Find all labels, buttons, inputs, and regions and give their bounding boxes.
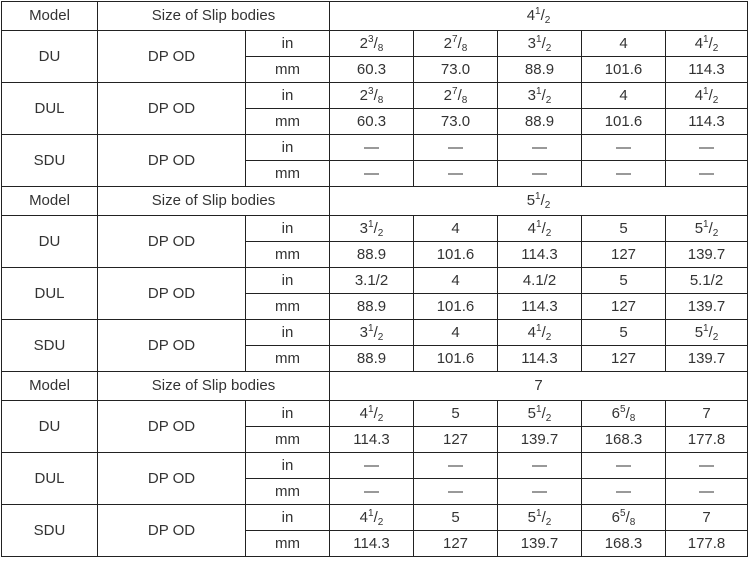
size-in-cell xyxy=(414,505,498,531)
size-in-cell xyxy=(666,505,748,531)
table-row xyxy=(2,401,748,427)
size-mm-cell: — xyxy=(666,161,748,187)
model-header: Model xyxy=(2,2,98,31)
fraction-numerator: 7 xyxy=(452,33,458,45)
size-in-cell xyxy=(414,401,498,427)
table-row xyxy=(2,453,748,479)
value-whole: 4 xyxy=(359,508,369,526)
value-whole: 5.1/2 xyxy=(689,271,724,289)
unit-label-mm: mm xyxy=(246,242,330,268)
model-header: Model xyxy=(2,187,98,216)
size-in-cell xyxy=(414,453,498,479)
size-in-cell xyxy=(666,453,748,479)
fraction-numerator: 1 xyxy=(536,403,542,415)
size-in-cell: $2^7/_8$ xyxy=(414,83,498,109)
size-mm-cell: 60.3 xyxy=(330,109,414,135)
fraction-numerator: 3 xyxy=(368,85,374,97)
value-whole: 4 xyxy=(619,34,628,52)
unit-label-in: in xyxy=(246,320,330,346)
value-whole: 7 xyxy=(534,377,543,394)
fraction-denominator: 2 xyxy=(377,227,384,239)
size-in-cell xyxy=(498,453,582,479)
size-mm-cell: — xyxy=(414,479,498,505)
value-whole: 3 xyxy=(527,86,537,104)
size-mm-cell: 88.9 xyxy=(330,242,414,268)
fraction-denominator: 2 xyxy=(545,94,552,106)
table-row xyxy=(2,83,748,109)
size-in-cell xyxy=(666,268,748,294)
value-whole: 5 xyxy=(694,219,704,237)
size-in-cell xyxy=(414,216,498,242)
fraction-numerator: 1 xyxy=(703,322,709,334)
unit-label-mm: mm xyxy=(246,161,330,187)
slip-bodies-spec-table xyxy=(1,1,748,557)
dp-od-label: DP OD xyxy=(98,453,246,505)
fraction-numerator: 1 xyxy=(368,322,374,334)
value-whole: 3 xyxy=(527,34,537,52)
model-name: DU xyxy=(2,31,98,83)
model-name: DUL xyxy=(2,83,98,135)
size-mm-cell: — xyxy=(498,479,582,505)
size-header-label: Size of Slip bodies xyxy=(98,2,330,31)
value-whole: 6 xyxy=(611,404,621,422)
size-mm-cell: 139.7 xyxy=(666,346,748,372)
size-in-cell xyxy=(414,135,498,161)
fraction-denominator: 8 xyxy=(629,516,636,528)
size-in-cell: $5^1/_2$ xyxy=(666,320,748,346)
fraction-denominator: 2 xyxy=(545,412,552,424)
size-in-cell: $3^1/_2$ xyxy=(330,216,414,242)
value-whole: 7 xyxy=(702,508,711,526)
value-whole: — xyxy=(532,456,547,474)
fraction-numerator: 1 xyxy=(703,218,709,230)
dp-od-label: DP OD xyxy=(98,216,246,268)
value-whole: 4 xyxy=(451,323,460,341)
size-in-cell: $2^3/_8$ xyxy=(330,31,414,57)
value-whole: 5 xyxy=(526,192,536,209)
value-whole: 5 xyxy=(694,323,704,341)
size-in-cell xyxy=(498,135,582,161)
fraction-denominator: 2 xyxy=(545,516,552,528)
size-in-cell: $4^1/_2$ xyxy=(498,216,582,242)
value-whole: — xyxy=(699,138,715,156)
value-whole: 4 xyxy=(619,86,628,104)
size-mm-cell: 168.3 xyxy=(582,531,666,557)
fraction-numerator: 1 xyxy=(536,85,542,97)
dp-od-label: DP OD xyxy=(98,268,246,320)
fraction-numerator: 1 xyxy=(703,85,709,97)
size-in-cell: $6^5/_8$ xyxy=(582,401,666,427)
fraction-denominator: 2 xyxy=(712,331,719,343)
size-in-cell xyxy=(582,320,666,346)
size-mm-cell: 114.3 xyxy=(666,57,748,83)
size-mm-cell: 139.7 xyxy=(498,427,582,453)
size-in-cell xyxy=(582,216,666,242)
size-mm-cell: — xyxy=(582,161,666,187)
size-mm-cell: 168.3 xyxy=(582,427,666,453)
section-header-row xyxy=(2,187,748,216)
value-whole: — xyxy=(616,456,631,474)
value-whole: 4 xyxy=(527,219,537,237)
unit-label-mm: mm xyxy=(246,427,330,453)
value-whole: 4 xyxy=(694,86,704,104)
fraction-denominator: 2 xyxy=(712,42,719,54)
size-mm-cell: 114.3 xyxy=(666,109,748,135)
size-mm-cell: 127 xyxy=(414,427,498,453)
value-whole: — xyxy=(616,138,631,156)
fraction-denominator: 2 xyxy=(377,516,384,528)
size-mm-cell: 127 xyxy=(582,294,666,320)
fraction-denominator: 2 xyxy=(712,94,719,106)
value-whole: 2 xyxy=(443,34,453,52)
value-whole: — xyxy=(448,456,463,474)
slip-body-size: $5^1/_2$ xyxy=(330,187,748,216)
fraction-denominator: 8 xyxy=(461,94,468,106)
fraction-numerator: 5 xyxy=(620,507,626,519)
size-mm-cell: 73.0 xyxy=(414,109,498,135)
value-whole: 3 xyxy=(359,323,369,341)
model-name: DU xyxy=(2,401,98,453)
size-mm-cell: 139.7 xyxy=(666,294,748,320)
size-mm-cell: — xyxy=(330,479,414,505)
value-whole: 4 xyxy=(359,404,369,422)
dp-od-label: DP OD xyxy=(98,83,246,135)
size-mm-cell: 139.7 xyxy=(666,242,748,268)
slip-body-size: $4^1/_2$ xyxy=(330,2,748,31)
size-in-cell xyxy=(666,401,748,427)
table-row xyxy=(2,135,748,161)
fraction-numerator: 1 xyxy=(703,33,709,45)
size-in-cell xyxy=(582,268,666,294)
size-mm-cell: 114.3 xyxy=(498,294,582,320)
size-in-cell: $2^3/_8$ xyxy=(330,83,414,109)
fraction-denominator: 2 xyxy=(712,227,719,239)
size-in-cell xyxy=(414,268,498,294)
size-mm-cell: 127 xyxy=(582,242,666,268)
fraction-numerator: 1 xyxy=(368,218,374,230)
size-in-cell: $4^1/_2$ xyxy=(498,320,582,346)
fraction-denominator: 2 xyxy=(545,42,552,54)
value-whole: 5 xyxy=(619,271,628,289)
unit-label-in: in xyxy=(246,505,330,531)
size-mm-cell: 88.9 xyxy=(330,294,414,320)
fraction-numerator: 1 xyxy=(368,403,374,415)
value-whole: — xyxy=(364,138,379,156)
unit-label-mm: mm xyxy=(246,57,330,83)
fraction-denominator: 8 xyxy=(629,412,636,424)
value-whole: 2 xyxy=(359,86,369,104)
size-mm-cell: 101.6 xyxy=(414,242,498,268)
fraction-numerator: 1 xyxy=(536,33,542,45)
section-header-row xyxy=(2,372,748,401)
size-mm-cell: — xyxy=(498,161,582,187)
value-whole: 5 xyxy=(527,508,537,526)
size-mm-cell: — xyxy=(582,479,666,505)
size-in-cell xyxy=(582,135,666,161)
model-name: SDU xyxy=(2,135,98,187)
value-whole: 4.1/2 xyxy=(522,271,557,289)
fraction-numerator: 1 xyxy=(368,507,374,519)
fraction-numerator: 5 xyxy=(620,403,626,415)
unit-label-in: in xyxy=(246,401,330,427)
size-in-cell xyxy=(582,453,666,479)
fraction-denominator: 2 xyxy=(544,15,551,26)
model-name: DU xyxy=(2,216,98,268)
size-in-cell xyxy=(582,83,666,109)
fraction-denominator: 8 xyxy=(377,94,384,106)
model-header: Model xyxy=(2,372,98,401)
size-mm-cell: 114.3 xyxy=(330,427,414,453)
size-mm-cell: 127 xyxy=(582,346,666,372)
size-mm-cell: 101.6 xyxy=(414,346,498,372)
size-mm-cell: 114.3 xyxy=(498,242,582,268)
size-mm-cell: — xyxy=(666,479,748,505)
fraction-denominator: 8 xyxy=(461,42,468,54)
size-in-cell: $4^1/_2$ xyxy=(330,505,414,531)
fraction-numerator: 1 xyxy=(536,507,542,519)
size-in-cell: $3^1/_2$ xyxy=(330,320,414,346)
size-in-cell xyxy=(666,135,748,161)
value-whole: 7 xyxy=(702,404,711,422)
size-in-cell: $3^1/_2$ xyxy=(498,83,582,109)
dp-od-label: DP OD xyxy=(98,401,246,453)
fraction-denominator: 2 xyxy=(544,200,551,211)
size-in-cell: $3^1/_2$ xyxy=(498,31,582,57)
dp-od-label: DP OD xyxy=(98,320,246,372)
unit-label-mm: mm xyxy=(246,346,330,372)
table-row xyxy=(2,505,748,531)
size-in-cell xyxy=(330,135,414,161)
size-in-cell xyxy=(330,453,414,479)
value-whole: 2 xyxy=(443,86,453,104)
size-header-label: Size of Slip bodies xyxy=(98,372,330,401)
unit-label-in: in xyxy=(246,83,330,109)
table-body xyxy=(2,2,748,557)
table-row xyxy=(2,31,748,57)
value-whole: — xyxy=(448,138,463,156)
size-mm-cell: 101.6 xyxy=(582,57,666,83)
value-whole: 2 xyxy=(359,34,369,52)
value-whole: — xyxy=(699,456,715,474)
value-whole: 5 xyxy=(527,404,537,422)
size-in-cell xyxy=(330,268,414,294)
size-in-cell: $6^5/_8$ xyxy=(582,505,666,531)
dp-od-label: DP OD xyxy=(98,505,246,557)
unit-label-in: in xyxy=(246,268,330,294)
unit-label-mm: mm xyxy=(246,294,330,320)
value-whole: 5 xyxy=(619,323,628,341)
size-mm-cell: 101.6 xyxy=(414,294,498,320)
table-row xyxy=(2,216,748,242)
fraction-numerator: 1 xyxy=(535,191,541,202)
size-mm-cell: 101.6 xyxy=(582,109,666,135)
fraction-numerator: 7 xyxy=(452,85,458,97)
size-in-cell xyxy=(414,320,498,346)
size-mm-cell: 114.3 xyxy=(330,531,414,557)
size-mm-cell: 60.3 xyxy=(330,57,414,83)
dp-od-label: DP OD xyxy=(98,135,246,187)
size-in-cell: $4^1/_2$ xyxy=(666,83,748,109)
value-whole: 5 xyxy=(451,508,460,526)
unit-label-in: in xyxy=(246,31,330,57)
fraction-numerator: 1 xyxy=(535,6,541,17)
size-in-cell xyxy=(498,268,582,294)
value-whole: — xyxy=(364,456,379,474)
unit-label-mm: mm xyxy=(246,479,330,505)
size-mm-cell: 73.0 xyxy=(414,57,498,83)
table-row xyxy=(2,320,748,346)
value-whole: 3.1/2 xyxy=(354,271,389,289)
fraction-denominator: 8 xyxy=(377,42,384,54)
model-name: DUL xyxy=(2,453,98,505)
unit-label-mm: mm xyxy=(246,531,330,557)
size-mm-cell: 88.9 xyxy=(498,109,582,135)
unit-label-in: in xyxy=(246,135,330,161)
model-name: SDU xyxy=(2,320,98,372)
fraction-numerator: 1 xyxy=(536,218,542,230)
value-whole: 5 xyxy=(451,404,460,422)
unit-label-mm: mm xyxy=(246,109,330,135)
unit-label-in: in xyxy=(246,453,330,479)
size-mm-cell: — xyxy=(414,161,498,187)
section-header-row xyxy=(2,2,748,31)
table-row xyxy=(2,268,748,294)
size-header-label: Size of Slip bodies xyxy=(98,187,330,216)
size-mm-cell: 177.8 xyxy=(666,531,748,557)
unit-label-in: in xyxy=(246,216,330,242)
size-in-cell: $5^1/_2$ xyxy=(666,216,748,242)
dp-od-label: DP OD xyxy=(98,31,246,83)
value-whole: 6 xyxy=(611,508,621,526)
size-mm-cell: 127 xyxy=(414,531,498,557)
size-in-cell: $5^1/_2$ xyxy=(498,401,582,427)
model-name: DUL xyxy=(2,268,98,320)
value-whole: 3 xyxy=(359,219,369,237)
fraction-denominator: 2 xyxy=(377,412,384,424)
size-mm-cell: 88.9 xyxy=(330,346,414,372)
value-whole: 4 xyxy=(526,7,536,24)
size-mm-cell: 139.7 xyxy=(498,531,582,557)
size-mm-cell: 177.8 xyxy=(666,427,748,453)
value-whole: 5 xyxy=(619,219,628,237)
size-in-cell: $5^1/_2$ xyxy=(498,505,582,531)
value-whole: 4 xyxy=(694,34,704,52)
fraction-numerator: 3 xyxy=(368,33,374,45)
fraction-denominator: 2 xyxy=(377,331,384,343)
value-whole: — xyxy=(532,138,547,156)
size-mm-cell: 114.3 xyxy=(498,346,582,372)
value-whole: 4 xyxy=(451,271,460,289)
value-whole: 4 xyxy=(527,323,537,341)
model-name: SDU xyxy=(2,505,98,557)
size-mm-cell: 88.9 xyxy=(498,57,582,83)
size-in-cell: $4^1/_2$ xyxy=(330,401,414,427)
size-mm-cell: — xyxy=(330,161,414,187)
size-in-cell xyxy=(582,31,666,57)
size-in-cell: $4^1/_2$ xyxy=(666,31,748,57)
value-whole: 4 xyxy=(451,219,460,237)
fraction-denominator: 2 xyxy=(545,227,552,239)
fraction-denominator: 2 xyxy=(545,331,552,343)
slip-body-size xyxy=(330,372,748,401)
size-in-cell: $2^7/_8$ xyxy=(414,31,498,57)
fraction-numerator: 1 xyxy=(536,322,542,334)
